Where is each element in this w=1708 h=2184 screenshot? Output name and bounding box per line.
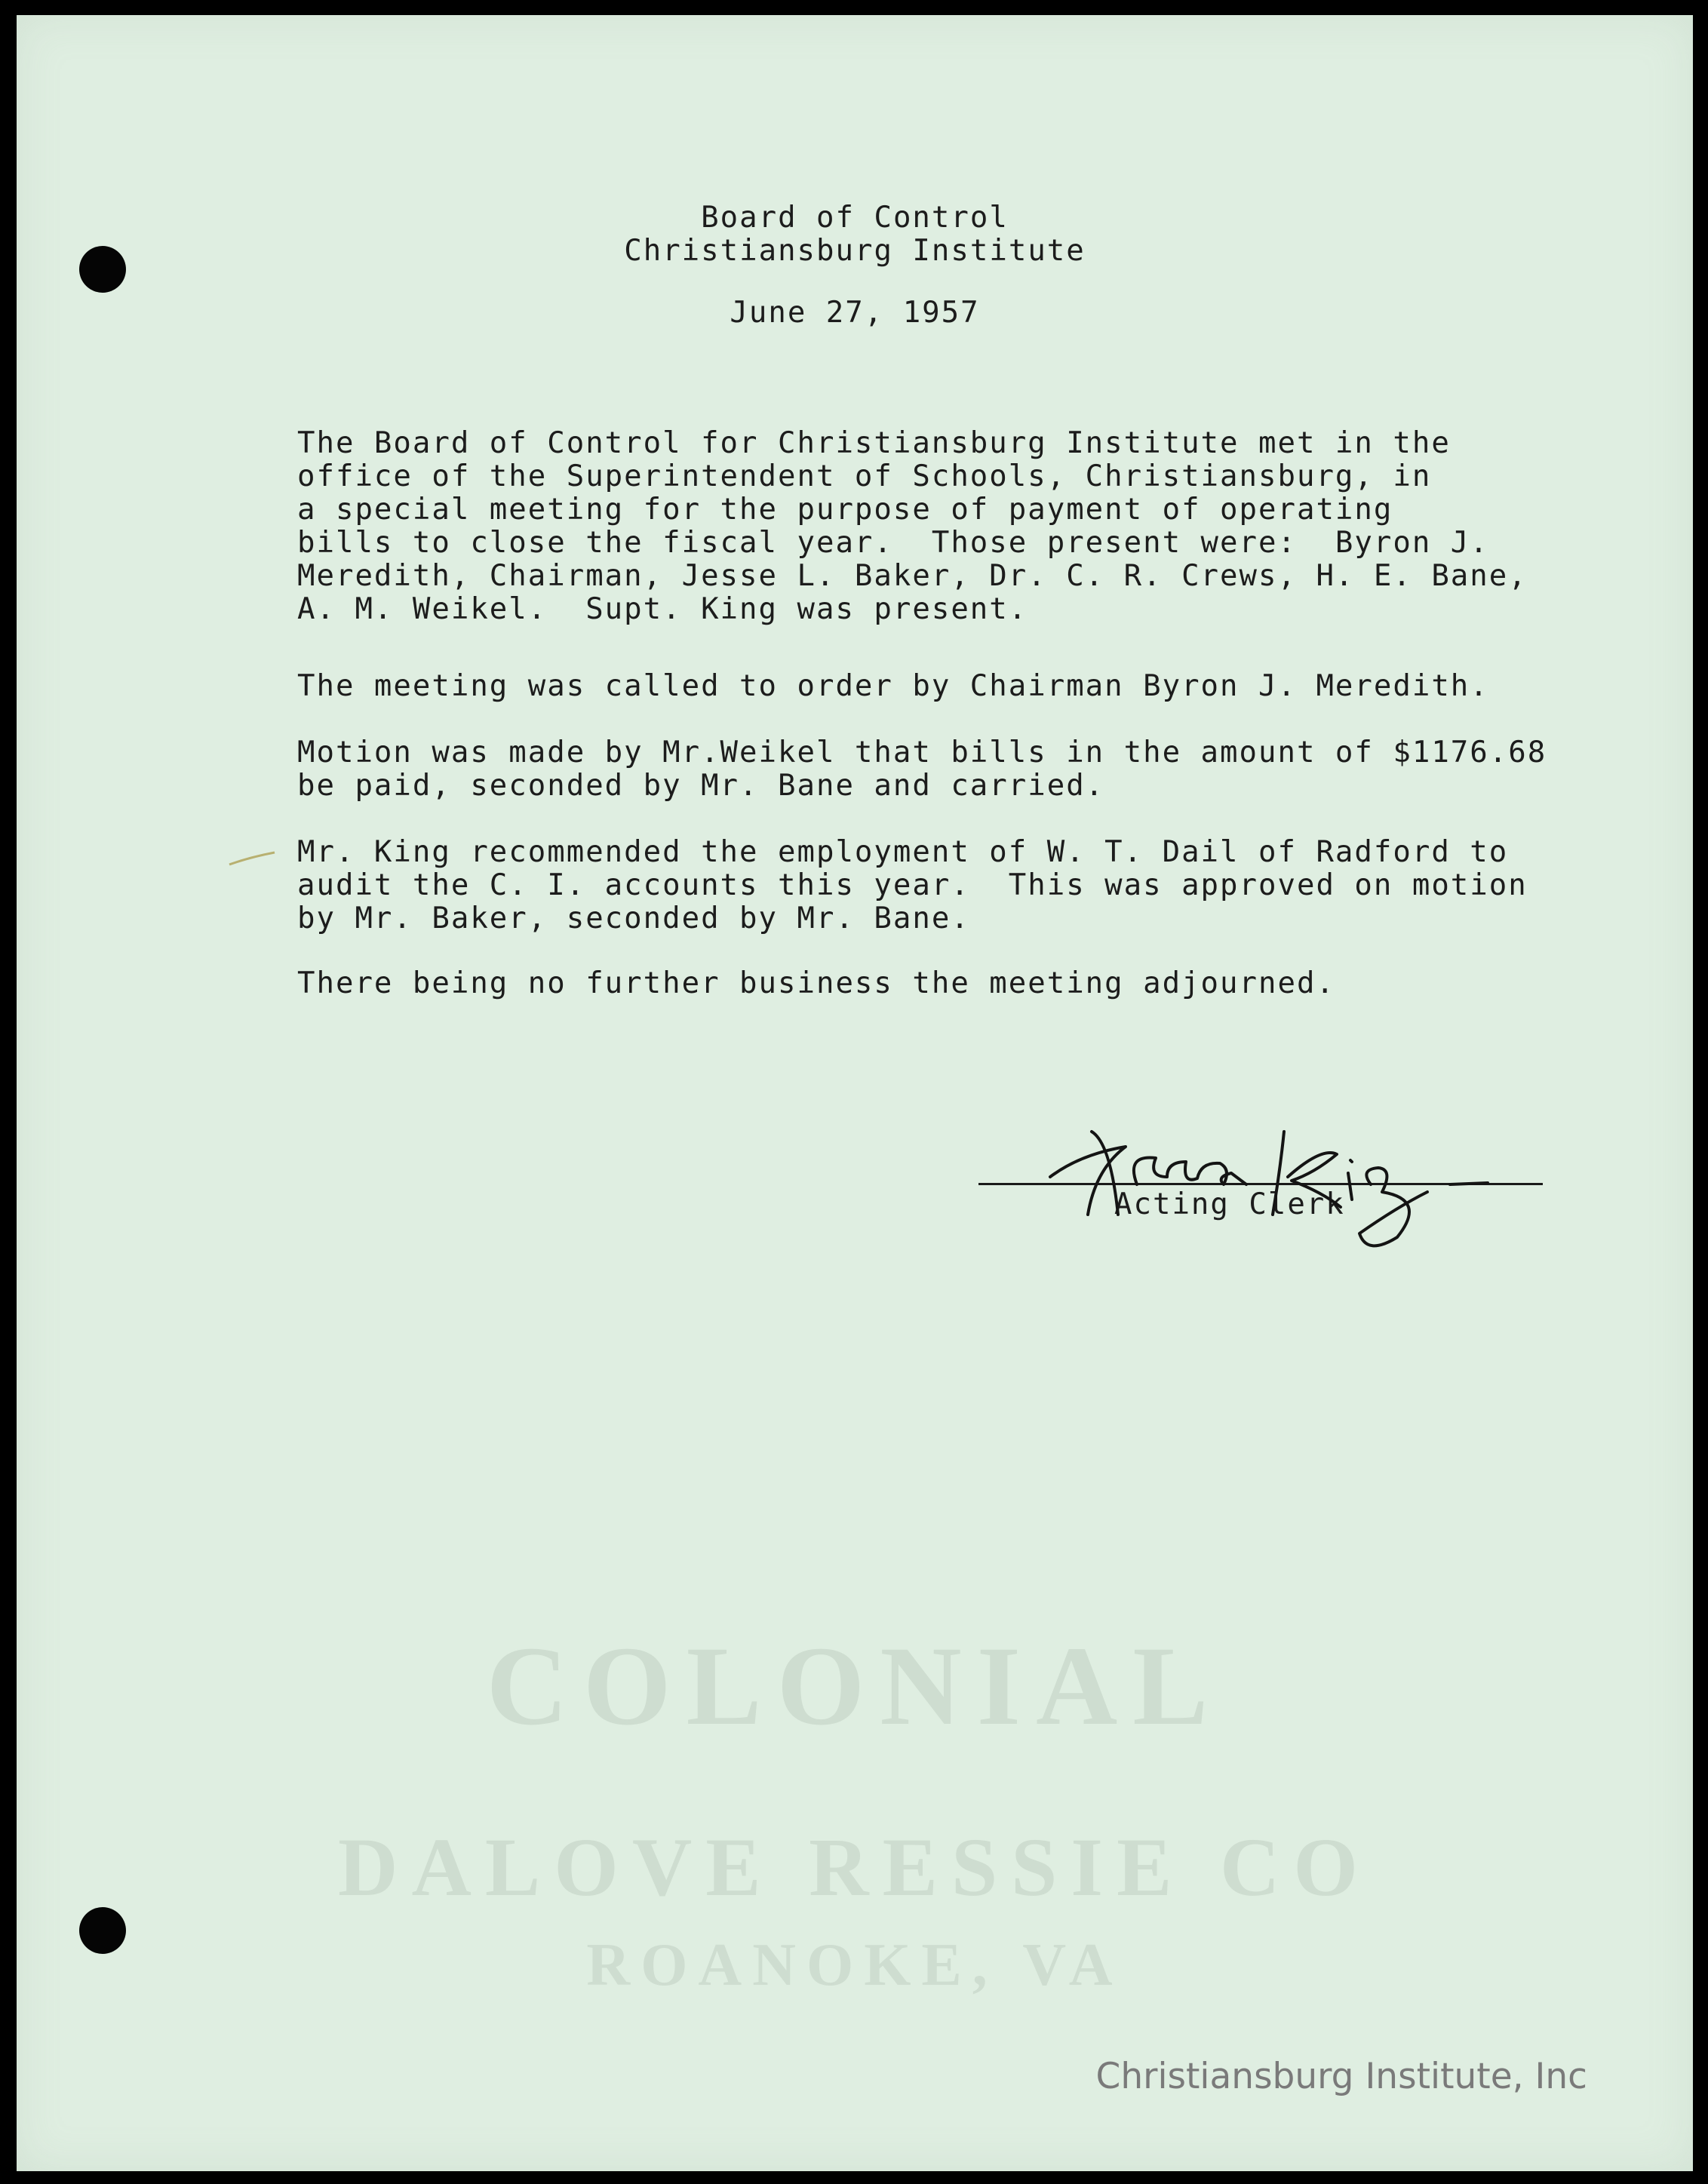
text-line: Mr. King recommended the employment of W. T. Dail of Radford to	[297, 835, 1509, 869]
paper-watermark	[17, 1614, 1693, 2037]
text-line: The meeting was called to order by Chairman Byron J. Meredith.	[297, 669, 1489, 703]
text-line: Meredith, Chairman, Jesse L. Baker, Dr. C. R. Crews, H. E. Bane,	[297, 559, 1528, 593]
text-line: by Mr. Baker, seconded by Mr. Bane.	[297, 902, 970, 935]
handwritten-signature	[1005, 1101, 1533, 1260]
text-line: The Board of Control for Christiansburg Institute met in the	[297, 426, 1451, 460]
meeting-date: June 27, 1957	[730, 296, 980, 330]
paragraph-attendance	[297, 427, 1528, 626]
signer-title: Acting Clerk	[1114, 1187, 1345, 1221]
paragraph-motion-bills	[297, 736, 1547, 803]
paragraph-audit	[297, 836, 1528, 935]
text-line: A. M. Weikel. Supt. King was present.	[297, 592, 1028, 626]
watermark-line2: DALOVE RESSIE CO	[338, 1821, 1372, 1913]
text-line: be paid, seconded by Mr. Bane and carried.	[297, 769, 1105, 803]
text-line: a special meeting for the purpose of payment of operating	[297, 493, 1393, 527]
document-page	[17, 15, 1693, 2171]
archive-credit: Christiansburg Institute, Inc	[1095, 2056, 1587, 2097]
pencil-mark	[228, 851, 276, 866]
paragraph-adjourned	[297, 967, 1335, 1000]
text-line: office of the Superintendent of Schools, Christiansburg, in	[297, 459, 1432, 493]
text-line: bills to close the fiscal year. Those present were: Byron J.	[297, 526, 1489, 560]
org-name-line1: Board of Control	[701, 201, 1009, 235]
text-line: There being no further business the meeting adjourned.	[297, 966, 1335, 1000]
text-line: Motion was made by Mr.Weikel that bills in the amount of $1176.68	[297, 736, 1547, 769]
watermark-line1: COLONIAL	[486, 1623, 1224, 1749]
paragraph-call-to-order	[297, 670, 1489, 703]
watermark-line3: ROANOKE, VA	[586, 1932, 1123, 1998]
text-line: audit the C. I. accounts this year. This was approved on motion	[297, 868, 1528, 902]
org-name-line2: Christiansburg Institute	[624, 234, 1086, 268]
